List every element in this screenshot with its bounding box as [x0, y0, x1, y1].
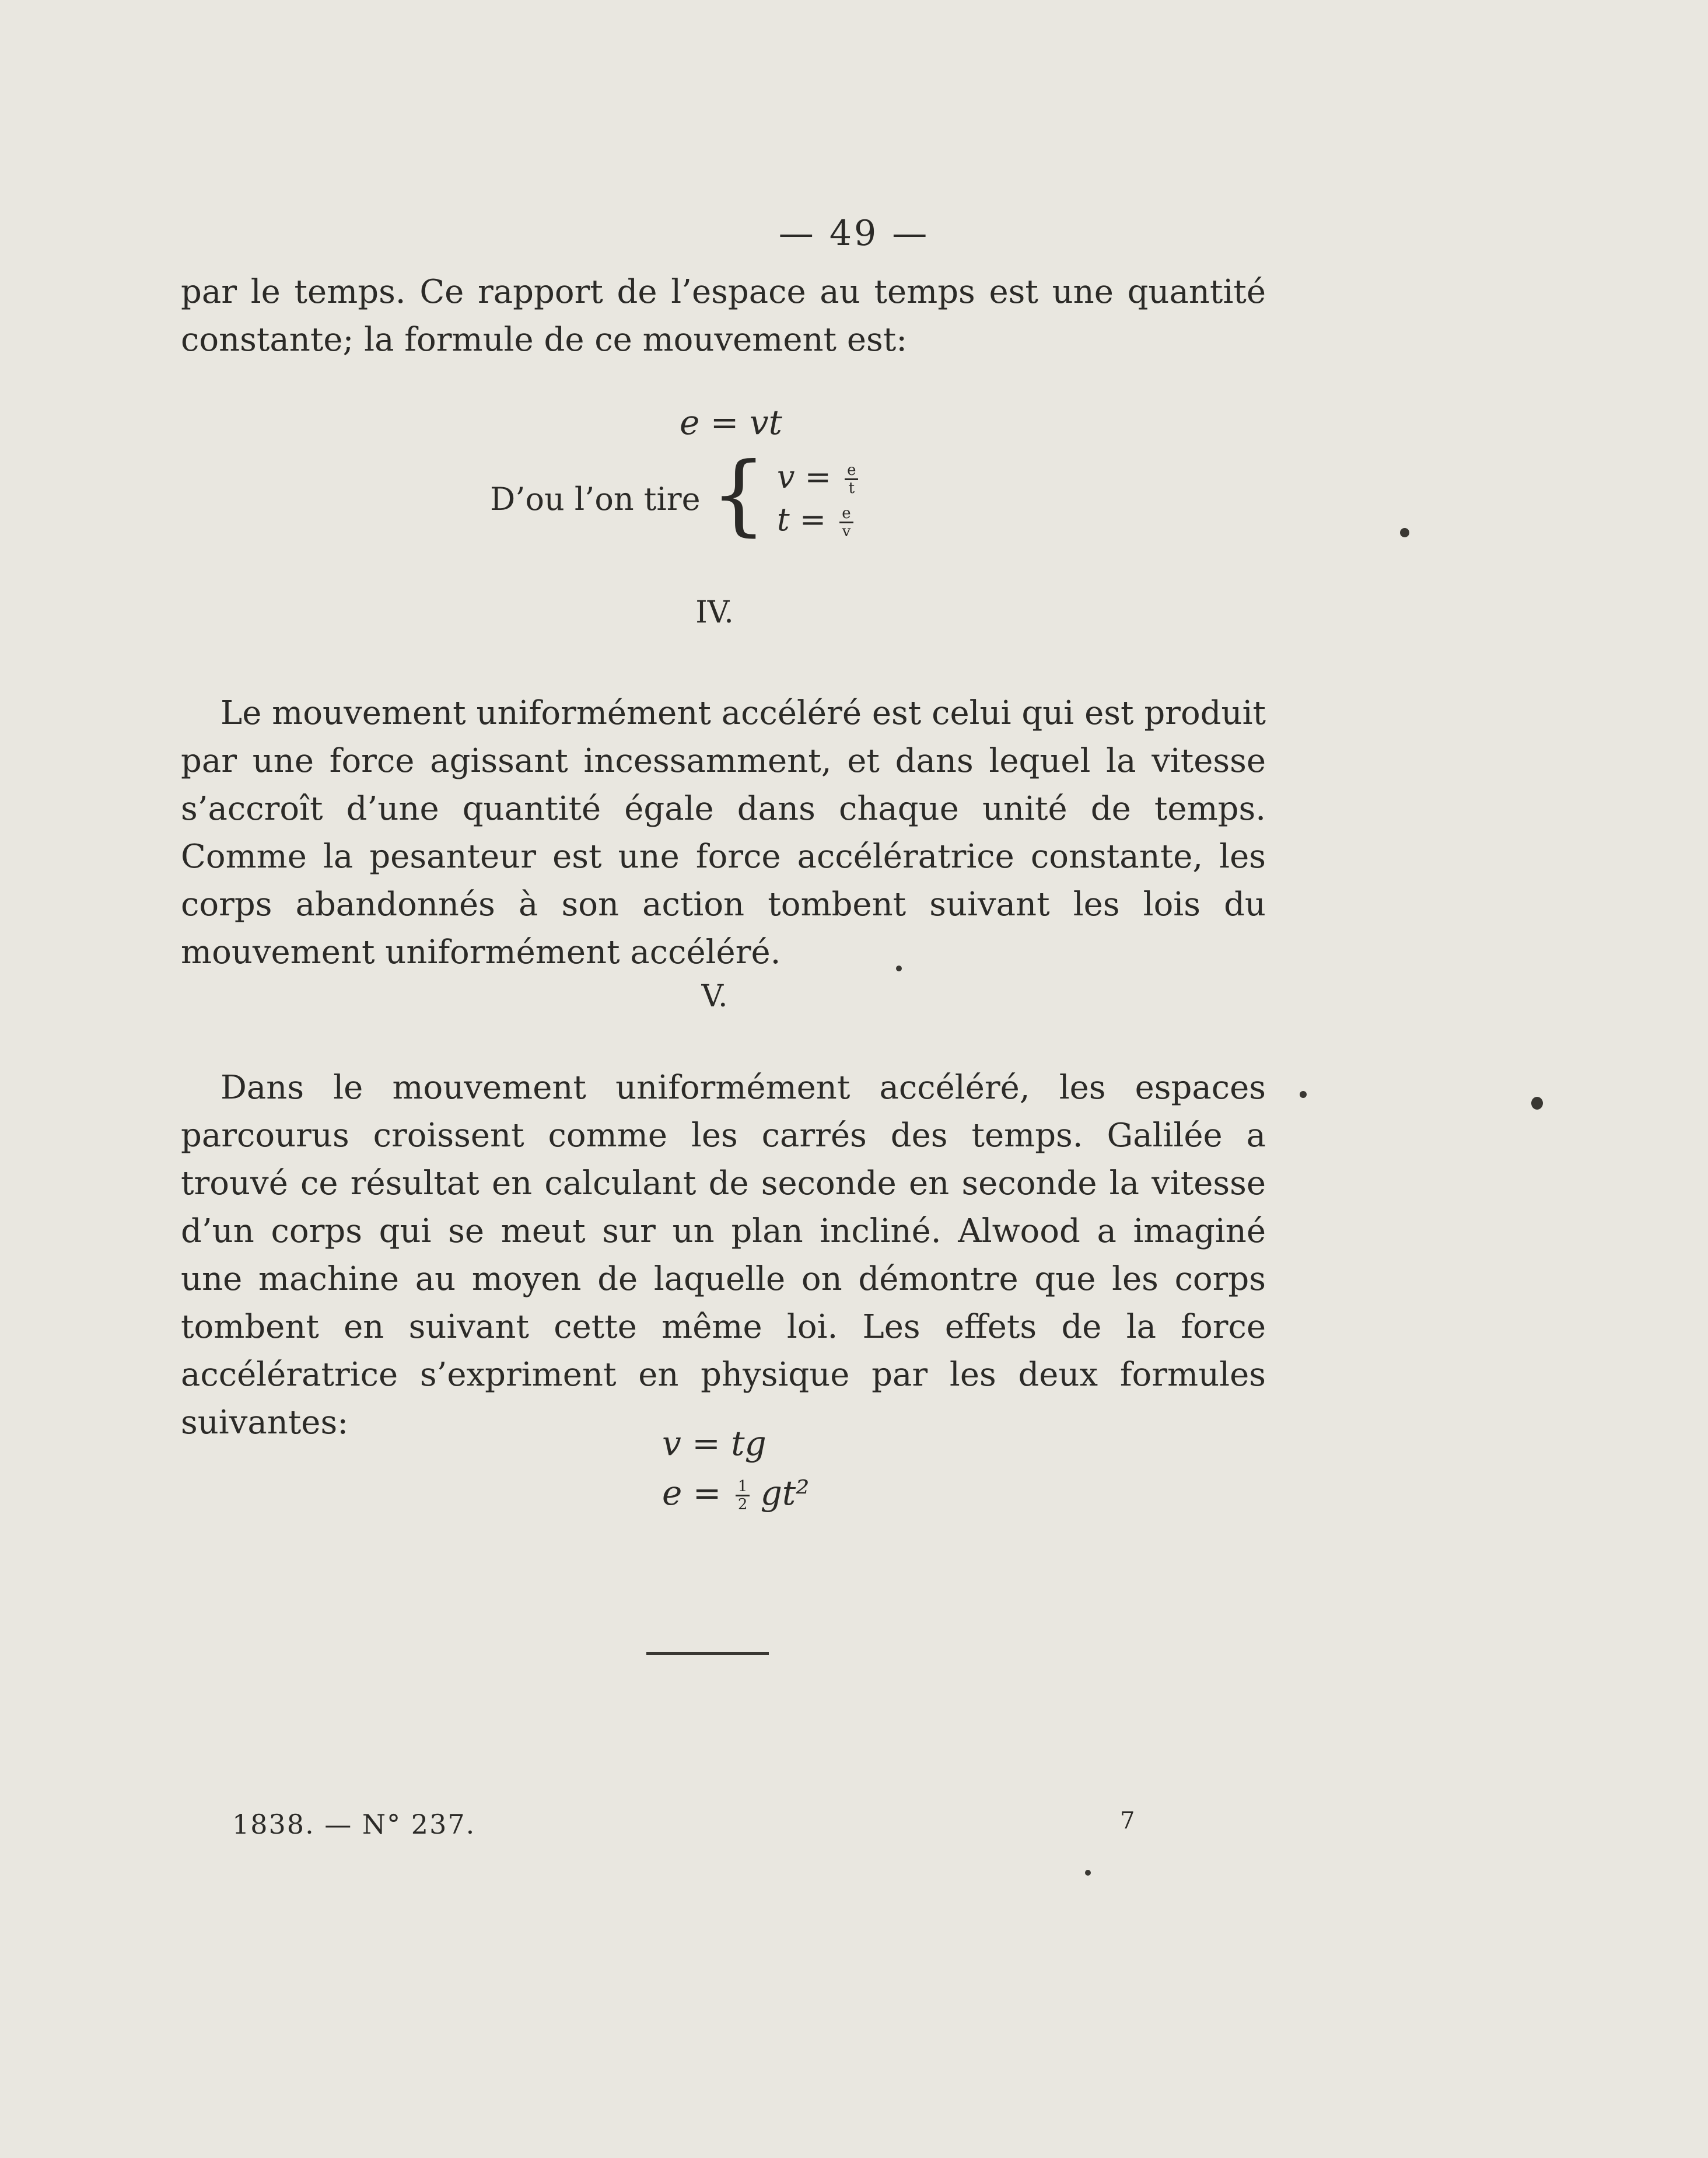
curly-brace: {	[710, 444, 766, 545]
ink-speck	[1300, 1091, 1307, 1098]
sheet-mark: 7	[1120, 1807, 1135, 1834]
formula-v-equals-tg	[662, 1423, 766, 1463]
formula-lhs: v	[776, 458, 795, 495]
paragraph-galilee: Dans le mouvement uniformément accéléré, les espaces parcourus croissent comme les carrés des temps. Galilée a trouvé ce résultat en calculant de seconde en seconde la vitesse d’un corps qui se meut sur un plan incliné. Alwood a imaginé une machine au moyen de laquelle on démontre que les corps tombent en suivant cette même loi. Les effets de la force accélératrice s’expriment en physique par les deux formules suivantes:	[181, 1069, 1266, 1442]
page-number: — 49 —	[778, 213, 930, 254]
footer-signature: 1838. — N° 237.	[232, 1809, 476, 1840]
fraction	[845, 462, 858, 496]
formula-operator: =	[710, 403, 739, 442]
formula-stack	[777, 459, 859, 540]
fraction-numerator: e	[839, 505, 853, 523]
fraction-numerator: e	[845, 462, 858, 480]
section-heading-v: V.	[701, 979, 728, 1014]
formula-lhs: v	[662, 1423, 681, 1463]
ink-speck	[896, 966, 902, 971]
formula-operator: =	[799, 501, 827, 538]
formula-operator: =	[804, 458, 831, 495]
formula-rhs: gt²	[760, 1473, 810, 1513]
fraction-numerator: 1	[736, 1478, 750, 1496]
formula-e-equals-vt	[680, 403, 782, 442]
formula-lhs: t	[776, 501, 790, 538]
formula-rhs: vt	[749, 403, 782, 442]
section-heading-iv: IV.	[695, 595, 734, 630]
formula-v-equals-e-over-t	[777, 459, 859, 497]
paragraph-uniform-motion: par le temps. Ce rapport de l’espace au temps est une quantité constante; la formule de ce mouvement est:	[181, 273, 1266, 359]
formula-operator: =	[692, 1423, 720, 1463]
fraction	[736, 1478, 750, 1513]
derived-formulas	[490, 444, 858, 545]
derive-label: D’ou l’on tire	[490, 480, 701, 517]
fraction-denominator: 2	[737, 1496, 748, 1514]
ink-speck	[1531, 1097, 1543, 1110]
fraction-denominator: t	[848, 480, 855, 497]
fraction	[839, 505, 853, 540]
formula-lhs: e	[662, 1473, 682, 1513]
ink-speck	[1400, 528, 1409, 537]
formula-t-equals-e-over-v	[777, 501, 859, 540]
formula-lhs: e	[680, 403, 700, 442]
end-rule	[646, 1652, 769, 1655]
formula-e-equals-half-gt2	[662, 1473, 809, 1513]
paragraph-accelerated-motion: Le mouvement uniformément accéléré est celui qui est produit par une force agissant incessamment, et dans lequel la vitesse s’accroît d’une quantité égale dans chaque unité de temps. Comme la pesanteur est une force accélératrice constante, les corps abandonnés à son action tombent suivant les lois du mouvement uniformément accéléré.	[181, 694, 1266, 971]
formula-rhs: tg	[731, 1423, 766, 1463]
formula-operator: =	[692, 1473, 722, 1513]
fraction-denominator: v	[842, 522, 851, 540]
ink-speck	[1085, 1870, 1091, 1876]
